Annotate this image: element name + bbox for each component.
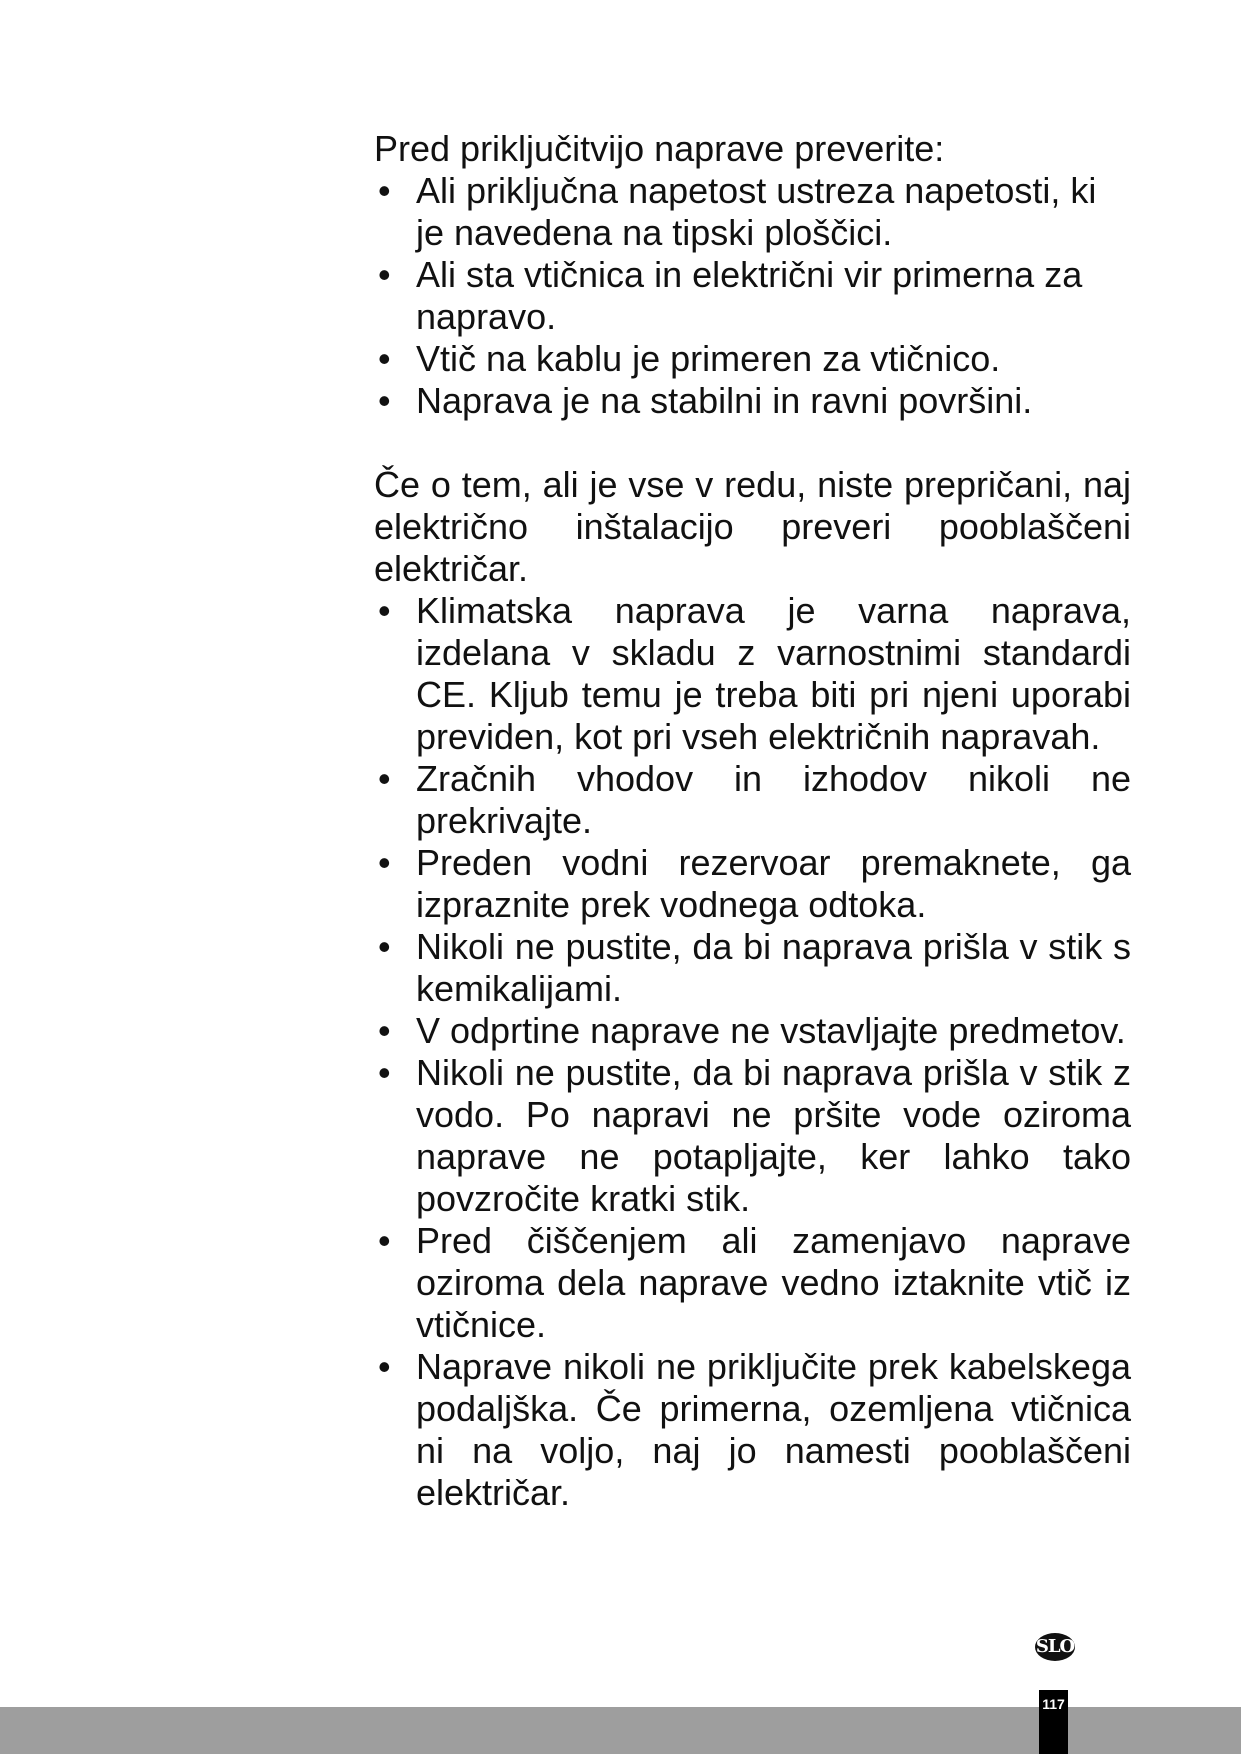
safety-item: • Nikoli ne pustite, da bi naprava prišla v stik z vodo. Po napravi ne pršite vode oziroma naprave ne potapljajte, ker lahko tako povzročite kratki stik. <box>374 1052 1131 1220</box>
electrician-note: Če o tem, ali je vse v redu, niste prepričani, naj električno inštalacijo preveri pooblaščeni električar. <box>374 464 1131 589</box>
safety-item: • Klimatska naprava je varna naprava, izdelana v skladu z varnostnimi standardi CE. Kljub temu je treba biti pri njeni uporabi previden, kot pri vseh električnih napravah. <box>374 590 1131 758</box>
intro-heading: Pred priključitvijo naprave preverite: <box>374 128 945 169</box>
checklist-item: • Ali sta vtičnica in električni vir primerna za napravo. <box>374 254 1131 338</box>
checklist-item: • Vtič na kablu je primeren za vtičnico. <box>374 338 1131 380</box>
safety-item: • Preden vodni rezervoar premaknete, ga izpraznite prek vodnega odtoka. <box>374 842 1131 926</box>
checklist-item: • Naprava je na stabilni in ravni površini. <box>374 380 1131 422</box>
safety-item: • V odprtine naprave ne vstavljajte predmetov. <box>374 1010 1131 1052</box>
safety-item: • Nikoli ne pustite, da bi naprava prišla v stik s kemikalijami. <box>374 926 1131 1010</box>
page-content <box>374 128 1131 1514</box>
safety-item: • Zračnih vhodov in izhodov nikoli ne prekrivajte. <box>374 758 1131 842</box>
language-badge: SLO <box>1035 1633 1075 1661</box>
safety-item: • Naprave nikoli ne priključite prek kabelskega podaljška. Če primerna, ozemljena vtičnica ni na voljo, naj jo namesti pooblaščeni električar. <box>374 1346 1131 1514</box>
safety-item: • Pred čiščenjem ali zamenjavo naprave oziroma dela naprave vedno iztaknite vtič iz vtičnice. <box>374 1220 1131 1346</box>
checklist-item: • Ali priključna napetost ustreza napetosti, ki je navedena na tipski ploščici. <box>374 170 1131 254</box>
page-number: 117 <box>1039 1690 1068 1754</box>
pre-connection-checklist <box>374 170 1131 422</box>
safety-instructions <box>374 590 1131 1514</box>
